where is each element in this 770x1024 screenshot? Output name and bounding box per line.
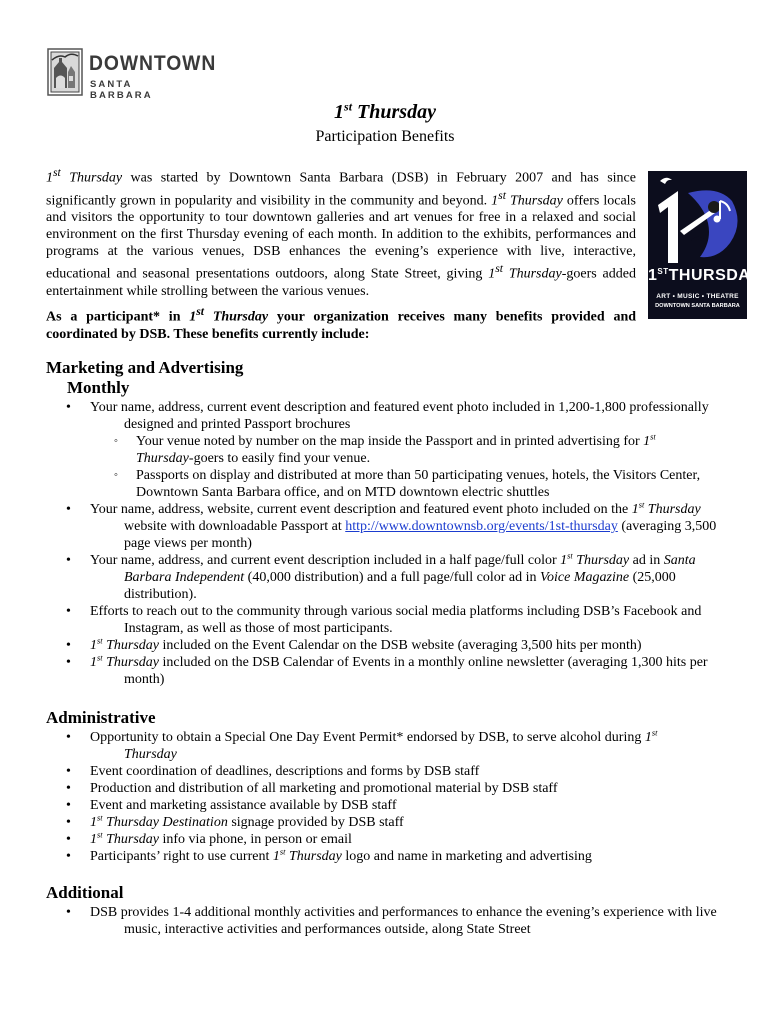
downtown-santa-barbara-logo	[47, 48, 217, 101]
list-item: • 1st Thursday Destination signage provided by DSB staff	[46, 814, 731, 831]
list-subitem: ◦ Passports on display and distributed at more than 50 participating venues, hotels, the Visitors Center, Downtown Santa Barbara office, and on MTD downtown electric shuttles	[46, 467, 731, 501]
section-heading-additional: Additional	[46, 883, 124, 902]
intro-paragraph: 1st Thursday was started by Downtown Santa Barbara (DSB) in February 2007 and has since significantly grown in popularity and visibility in the community and beyond. 1st Thursday offers locals and visitors the opportunity to tour downtown galleries and art venues for free in a relaxed and social environment on the first Thursday evening of each month. In addition to the exhibits, performances and programs at the various venues, DSB enhances the evening’s experience with live, interactive, educational and seasonal presentations outdoors, along State Street, giving 1st Thursday-goers added entertainment while strolling between the various venues.	[46, 166, 636, 299]
list-item: • 1st Thursday included on the Event Calendar on the DSB website (averaging 3,500 hits per month)	[46, 637, 731, 654]
list-item: • Your name, address, website, current event description and featured event photo included on the 1st Thursday website with downloadable Passport at http://www.downtownsb.org/events/1st-thursday (averaging 3,500 page views per month)	[46, 501, 731, 552]
list-item: • 1st Thursday info via phone, in person or email	[46, 831, 731, 848]
list-item: • Your name, address, current event description and featured event photo included in 1,200-1,800 professionally designed and printed Passport brochures	[46, 399, 731, 433]
subheading-monthly: Monthly	[67, 378, 130, 397]
list-item: • Production and distribution of all marketing and promotional material by DSB staff	[46, 780, 731, 797]
page-title: 1st Thursday	[334, 99, 436, 123]
first-thursday-logo	[648, 171, 761, 319]
logo-downtown-text: DOWNTOWN	[89, 52, 217, 75]
badge-org: DOWNTOWN SANTA BARBARA	[655, 303, 740, 309]
downtown-sb-emblem-icon	[47, 48, 83, 96]
list-item: • Event coordination of deadlines, descriptions and forms by DSB staff	[46, 763, 731, 780]
participant-benefits-intro: As a participant* in 1st Thursday your organization receives many benefits provided and coordinated by DSB. These benefits currently include:	[46, 305, 637, 342]
section-heading-marketing: Marketing and Advertising	[46, 358, 244, 377]
list-item: • Opportunity to obtain a Special One Day Event Permit* endorsed by DSB, to serve alcohol during 1st Thursday	[46, 729, 731, 763]
list-item: • DSB provides 1-4 additional monthly activities and performances to enhance the evening’s experience with live music, interactive activities and performances outside, along State Street	[46, 904, 731, 938]
logo-santa-barbara-text: SANTA BARBARA	[90, 79, 153, 101]
badge-title: 1STTHURSDAY	[648, 267, 761, 284]
page-subtitle: Participation Benefits	[315, 128, 455, 145]
list-item: • 1st Thursday included on the DSB Calendar of Events in a monthly online newsletter (averaging 1,300 hits per month)	[46, 654, 731, 688]
marketing-list	[46, 399, 731, 688]
list-item: • Event and marketing assistance available by DSB staff	[46, 797, 731, 814]
list-subitem: ◦ Your venue noted by number on the map inside the Passport and in printed advertising for 1st Thursday-goers to easily find your venue.	[46, 433, 731, 467]
list-item: • Efforts to reach out to the community through various social media platforms including DSB’s Facebook and Instagram, as well as those of most participants.	[46, 603, 731, 637]
list-item: • Your name, address, and current event description included in a half page/full color 1st Thursday ad in Santa Barbara Independent (40,000 distribution) and a full page/full color ad in Voice Magazine (25,000 distribution).	[46, 552, 731, 603]
section-heading-administrative: Administrative	[46, 708, 156, 727]
additional-list	[46, 904, 731, 938]
list-item: • Participants’ right to use current 1st Thursday logo and name in marketing and advertising	[46, 848, 731, 865]
badge-tagline: ART • MUSIC • THEATRE	[656, 293, 739, 300]
first-thursday-art-icon	[648, 171, 747, 271]
administrative-list	[46, 729, 731, 865]
passport-link[interactable]: http://www.downtownsb.org/events/1st-thursday	[345, 519, 618, 534]
